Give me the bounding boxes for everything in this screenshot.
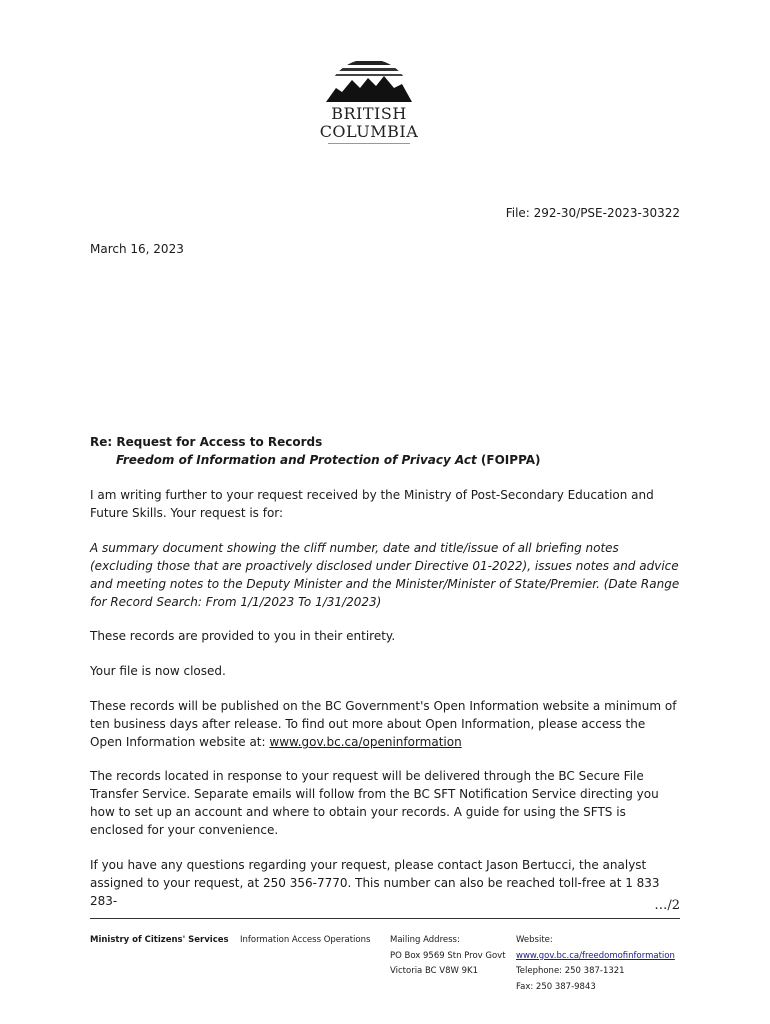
act-title: Freedom of Information and Protection of Privacy Act xyxy=(116,453,477,467)
letter-date: March 16, 2023 xyxy=(90,242,184,256)
paragraph-file-closed: Your file is now closed. xyxy=(90,664,226,678)
footer-ministry: Ministry of Citizens' Services xyxy=(90,935,229,945)
fax-number: Fax: 250 387-9843 xyxy=(516,981,596,992)
website-link[interactable]: www.gov.bc.ca/freedomofinformation xyxy=(516,950,675,961)
logo-text-british: BRITISH xyxy=(331,104,407,123)
footer-divider xyxy=(90,918,680,919)
telephone-number: Telephone: 250 387-1321 xyxy=(516,966,625,976)
open-information-text: These records will be published on the BC Government's Open Information website a minimum of ten business days after release. To find out more about Open Information, please access the Open Information website at: xyxy=(90,699,677,749)
open-information-link[interactable]: www.gov.bc.ca/openinformation xyxy=(269,735,462,749)
subject-act xyxy=(116,451,541,469)
page-continuation-marker: …/2 xyxy=(654,898,680,913)
footer-office: Information Access Operations xyxy=(240,935,371,945)
paragraph-records-provided: These records are provided to you in their entirety. xyxy=(90,629,396,643)
footer-website xyxy=(516,933,675,995)
paragraph-request-text: A summary document showing the cliff number, date and title/issue of all briefing notes (excluding those that are proactively disclosed under Directive 01-2022), issues notes and advice and meeting notes to the Deputy Minister and the Minister/Minister of State/Premier. (Date Range for Record Search: From 1/1/2023 To 1/31/2023) xyxy=(90,541,680,609)
logo-underline xyxy=(328,143,410,144)
mailing-line-2: Victoria BC V8W 9K1 xyxy=(390,966,479,976)
paragraph-request-intro: I am writing further to your request received by the Ministry of Post-Secondary Education and Future Skills. Your request is for: xyxy=(90,488,654,520)
file-reference: File: 292-30/PSE-2023-30322 xyxy=(505,206,680,220)
act-abbreviation: (FOIPPA) xyxy=(476,453,541,467)
subject-line: Re: Request for Access to Records xyxy=(90,435,323,449)
logo-text-columbia: COLUMBIA xyxy=(319,122,419,141)
paragraph-open-information xyxy=(90,697,680,751)
mailing-label: Mailing Address: xyxy=(390,935,460,945)
sun-mountains-emblem-icon xyxy=(312,44,426,104)
paragraph-secure-file-transfer: The records located in response to your request will be delivered through the BC Secure File Transfer Service. Separate emails will follow from the BC SFT Notification Service directing you how to set up an account and where to obtain your records. A guide for using the SFTS is enclosed for your convenience. xyxy=(90,769,659,837)
mailing-line-1: PO Box 9569 Stn Prov Govt xyxy=(390,950,506,961)
website-label: Website: xyxy=(516,935,553,945)
paragraph-contact: If you have any questions regarding your request, please contact Jason Bertucci, the analyst assigned to your request, at 250 356-7770. This number can also be reached toll-free at 1 833 283- xyxy=(90,858,660,908)
bc-government-logo xyxy=(312,44,426,148)
footer-mailing-address xyxy=(390,933,506,980)
